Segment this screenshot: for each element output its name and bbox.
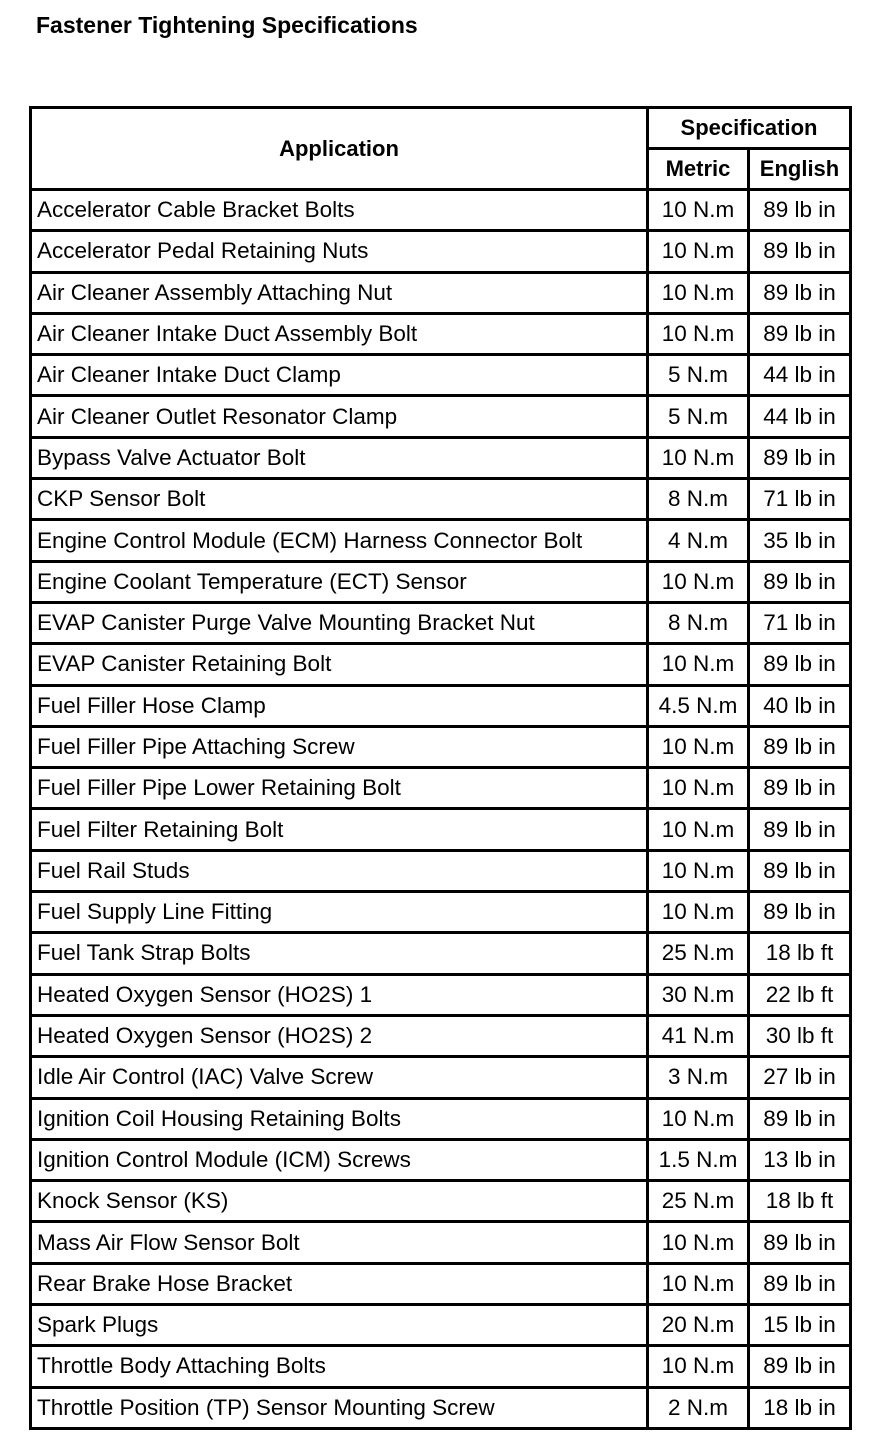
application-cell: Fuel Supply Line Fitting [32,893,649,934]
application-cell: Air Cleaner Intake Duct Assembly Bolt [32,315,649,356]
application-cell: Knock Sensor (KS) [32,1182,649,1223]
english-cell: 89 lb in [750,1265,849,1306]
metric-cell: 1.5 N.m [649,1141,750,1182]
application-cell: Air Cleaner Outlet Resonator Clamp [32,397,649,438]
metric-cell: 10 N.m [649,439,750,480]
application-cell: Fuel Rail Studs [32,852,649,893]
metric-cell: 20 N.m [649,1306,750,1347]
application-cell: Fuel Filler Pipe Attaching Screw [32,728,649,769]
metric-cell: 10 N.m [649,274,750,315]
table-row [32,687,849,728]
metric-cell: 10 N.m [649,769,750,810]
application-cell: EVAP Canister Purge Valve Mounting Bracket Nut [32,604,649,645]
application-cell: Accelerator Cable Bracket Bolts [32,191,649,232]
english-cell: 89 lb in [750,769,849,810]
metric-cell: 10 N.m [649,315,750,356]
table-row [32,315,849,356]
application-cell: Heated Oxygen Sensor (HO2S) 1 [32,976,649,1017]
table-row [32,893,849,934]
metric-cell: 10 N.m [649,1100,750,1141]
english-cell: 71 lb in [750,480,849,521]
english-cell: 89 lb in [750,728,849,769]
table-row [32,728,849,769]
english-cell: 22 lb ft [750,976,849,1017]
metric-cell: 10 N.m [649,645,750,686]
header-row-top [32,109,849,150]
application-cell: Air Cleaner Intake Duct Clamp [32,356,649,397]
english-cell: 89 lb in [750,232,849,273]
application-cell: Accelerator Pedal Retaining Nuts [32,232,649,273]
metric-cell: 10 N.m [649,1347,750,1388]
table-row [32,1017,849,1058]
metric-cell: 8 N.m [649,604,750,645]
application-cell: Fuel Filler Hose Clamp [32,687,649,728]
application-cell: Idle Air Control (IAC) Valve Screw [32,1058,649,1099]
application-cell: EVAP Canister Retaining Bolt [32,645,649,686]
application-cell: Spark Plugs [32,1306,649,1347]
metric-cell: 30 N.m [649,976,750,1017]
english-column-header: English [750,150,849,191]
table-row [32,397,849,438]
english-cell: 89 lb in [750,315,849,356]
table-row [32,852,849,893]
application-cell: Engine Coolant Temperature (ECT) Sensor [32,563,649,604]
english-cell: 89 lb in [750,439,849,480]
english-cell: 89 lb in [750,563,849,604]
english-cell: 44 lb in [750,356,849,397]
table-row [32,191,849,232]
english-cell: 89 lb in [750,810,849,851]
metric-cell: 4.5 N.m [649,687,750,728]
metric-cell: 25 N.m [649,934,750,975]
metric-cell: 3 N.m [649,1058,750,1099]
english-cell: 89 lb in [750,1223,849,1264]
application-cell: Fuel Tank Strap Bolts [32,934,649,975]
english-cell: 18 lb ft [750,1182,849,1223]
english-cell: 30 lb ft [750,1017,849,1058]
application-cell: Fuel Filler Pipe Lower Retaining Bolt [32,769,649,810]
english-cell: 89 lb in [750,274,849,315]
application-cell: Heated Oxygen Sensor (HO2S) 2 [32,1017,649,1058]
metric-cell: 10 N.m [649,852,750,893]
english-cell: 89 lb in [750,1100,849,1141]
english-cell: 18 lb in [763,1394,836,1420]
english-cell: 15 lb in [750,1306,849,1347]
table-row [32,1389,849,1427]
metric-cell: 10 N.m [649,1265,750,1306]
english-cell: 71 lb in [750,604,849,645]
english-cell: 27 lb in [750,1058,849,1099]
table-row [32,521,849,562]
application-cell: Throttle Position (TP) Sensor Mounting Screw [32,1389,649,1427]
table-header [32,109,849,191]
table-row [32,1223,849,1264]
specification-column-header: Specification [649,109,849,150]
application-cell: Throttle Body Attaching Bolts [32,1347,649,1388]
table-row [32,1141,849,1182]
english-cell: 89 lb in [750,645,849,686]
table-row [32,1100,849,1141]
application-cell: Ignition Coil Housing Retaining Bolts [32,1100,649,1141]
application-cell: CKP Sensor Bolt [32,480,649,521]
fastener-spec-table [29,106,852,1430]
table-row [32,769,849,810]
metric-cell: 10 N.m [649,232,750,273]
english-cell: 18 lb ft [750,934,849,975]
english-cell: 89 lb in [750,1347,849,1388]
table-row [32,1265,849,1306]
table-row [32,274,849,315]
table-row [32,1306,849,1347]
table-row [32,645,849,686]
document-title: Fastener Tightening Specifications [36,12,418,38]
english-cell: 40 lb in [750,687,849,728]
application-cell: Air Cleaner Assembly Attaching Nut [32,274,649,315]
table-row [32,356,849,397]
application-cell: Fuel Filter Retaining Bolt [32,810,649,851]
table-row [32,604,849,645]
table-row [32,810,849,851]
metric-cell: 25 N.m [649,1182,750,1223]
metric-cell: 41 N.m [649,1017,750,1058]
application-column-header: Application [32,109,649,191]
english-cell: 35 lb in [750,521,849,562]
table-row [32,480,849,521]
english-cell: 89 lb in [750,893,849,934]
application-cell: Mass Air Flow Sensor Bolt [32,1223,649,1264]
application-cell: Bypass Valve Actuator Bolt [32,439,649,480]
metric-cell: 10 N.m [649,191,750,232]
english-cell: 44 lb in [750,397,849,438]
application-cell: Rear Brake Hose Bracket [32,1265,649,1306]
metric-cell: 10 N.m [649,893,750,934]
metric-cell: 10 N.m [649,563,750,604]
table-body [32,191,849,1427]
english-cell: 89 lb in [750,852,849,893]
metric-cell: 10 N.m [649,810,750,851]
table-row [32,232,849,273]
metric-cell: 5 N.m [649,397,750,438]
metric-cell: 8 N.m [649,480,750,521]
table-row [32,976,849,1017]
metric-cell: 4 N.m [649,521,750,562]
metric-cell: 10 N.m [649,728,750,769]
table-row [32,1347,849,1388]
metric-column-header: Metric [649,150,750,191]
metric-cell: 5 N.m [649,356,750,397]
application-cell: Ignition Control Module (ICM) Screws [32,1141,649,1182]
application-cell: Engine Control Module (ECM) Harness Connector Bolt [32,521,649,562]
table-row [32,1058,849,1099]
table-row [32,1182,849,1223]
english-cell: 13 lb in [750,1141,849,1182]
metric-cell: 10 N.m [649,1223,750,1264]
table-row [32,439,849,480]
table-row [32,563,849,604]
english-cell: 89 lb in [750,191,849,232]
metric-cell: 2 N.m [649,1389,750,1427]
table-row [32,934,849,975]
